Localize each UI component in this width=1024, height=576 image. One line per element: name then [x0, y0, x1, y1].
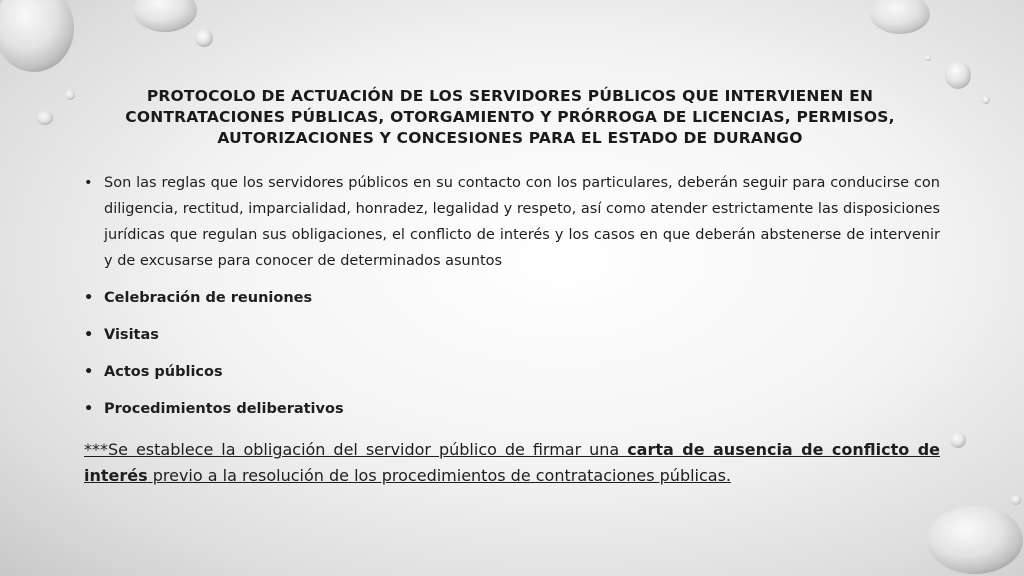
bullet-text: Son las reglas que los servidores públicos en su contacto con los particulares, deberán seguir para conducirse con diligencia, rectitud, imparcialidad, honradez, legalidad y respeto, así como atender estrictamente las disposiciones jurídicas que regulan sus obligaciones, el conflicto de interés y los casos en que deberán abstenerse de intervenir y de excusarse para conocer de determinados asuntos	[104, 175, 940, 269]
bullet-list	[84, 170, 940, 419]
title-line-1: PROTOCOLO DE ACTUACIÓN DE LOS SERVIDORES PÚBLICOS QUE INTERVIENEN EN	[146, 87, 874, 105]
list-item	[84, 399, 940, 419]
bullet-icon: •	[84, 401, 94, 417]
bullet-icon: •	[84, 364, 94, 380]
bullet-icon: •	[84, 327, 94, 343]
note-suffix: previo a la resolución de los procedimientos de contrataciones públicas.	[147, 466, 732, 485]
list-item	[84, 288, 940, 308]
note-highlight: carta de ausencia de conflicto de interés	[84, 440, 941, 485]
bullet-text: Celebración de reuniones	[104, 290, 313, 306]
note-prefix: ***Se establece la obligación del servidor público de firmar una	[84, 440, 628, 459]
list-item	[84, 170, 940, 274]
note-paragraph	[84, 437, 940, 489]
bullet-icon: •	[84, 175, 93, 191]
slide-title	[110, 86, 910, 149]
title-line-2: CONTRATACIONES PÚBLICAS, OTORGAMIENTO Y PRÓRROGA DE LICENCIAS, PERMISOS,	[125, 108, 895, 126]
list-item	[84, 325, 940, 345]
bullet-text: Procedimientos deliberativos	[104, 401, 344, 417]
bullet-text: Actos públicos	[104, 364, 223, 380]
list-item	[84, 362, 940, 382]
bullet-icon: •	[84, 290, 94, 306]
title-line-3: AUTORIZACIONES Y CONCESIONES PARA EL ESTADO DE DURANGO	[217, 129, 803, 147]
bullet-text: Visitas	[104, 327, 159, 343]
